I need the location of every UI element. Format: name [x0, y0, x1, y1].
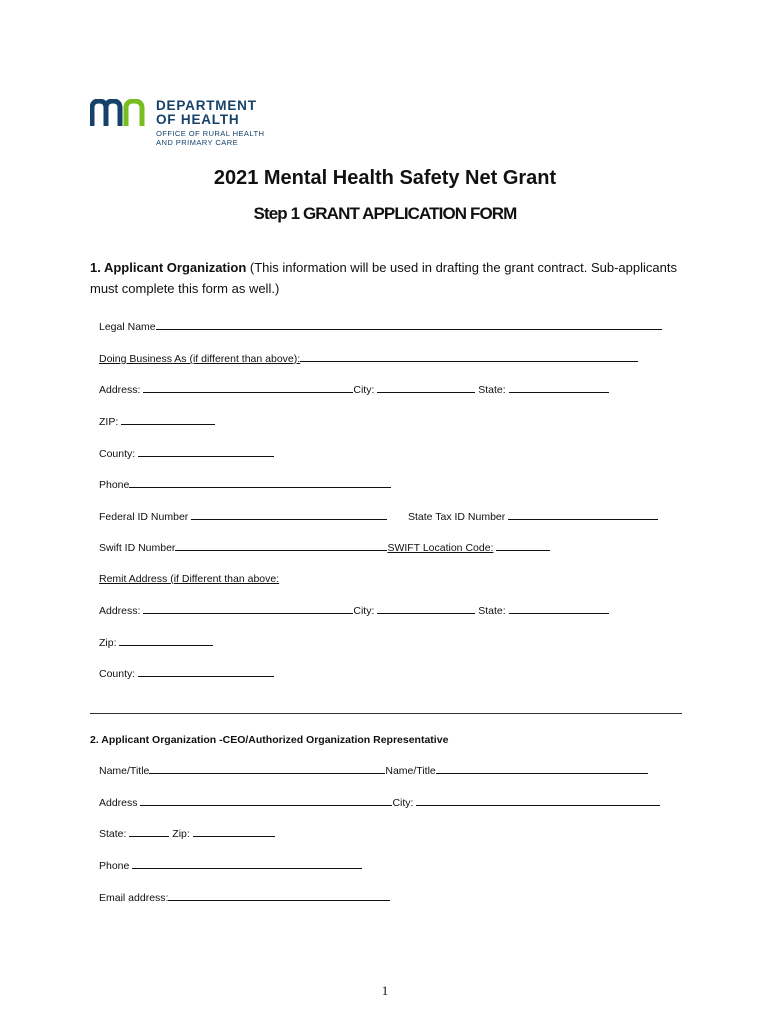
office-name: OFFICE OF RURAL HEALTH AND PRIMARY CARE: [156, 129, 265, 147]
city-label: City:: [353, 384, 375, 396]
federal-id-row: [99, 509, 387, 524]
name-title-row: [99, 763, 648, 778]
legal-name-field[interactable]: [156, 319, 662, 330]
rep-phone-label: Phone: [99, 860, 130, 872]
zip-field[interactable]: [121, 414, 215, 425]
rep-zip-label: Zip:: [172, 828, 190, 840]
rep-state-zip-row: [99, 826, 275, 841]
legal-name-row: [99, 319, 662, 334]
swift-id-field[interactable]: [175, 540, 387, 551]
rep-state-field[interactable]: [129, 826, 169, 837]
zip-row: [99, 414, 215, 429]
section1-description: (This information will be used in drafting the grant contract. Sub-applicants must complete this form as well.): [90, 260, 677, 296]
phone-field[interactable]: [129, 477, 391, 488]
federal-id-label: Federal ID Number: [99, 511, 189, 523]
section-divider: [90, 713, 682, 714]
rep-state-label: State:: [99, 828, 127, 840]
rep-zip-field[interactable]: [193, 826, 275, 837]
rep-address-row: [99, 795, 660, 810]
section1-heading: 1. Applicant Organization: [90, 260, 247, 275]
remit-zip-field[interactable]: [119, 635, 213, 646]
rep-email-label: Email address:: [99, 892, 169, 904]
zip-label: ZIP:: [99, 416, 119, 428]
county-field[interactable]: [138, 446, 274, 457]
document-title: 2021 Mental Health Safety Net Grant: [213, 167, 557, 189]
remit-state-label: State:: [478, 605, 506, 617]
phone-row: [99, 477, 391, 492]
mdh-logo: [90, 99, 290, 151]
remit-city-field[interactable]: [377, 603, 475, 614]
name-title-field[interactable]: [149, 763, 385, 774]
name-title2-label: Name/Title: [385, 765, 436, 777]
rep-city-field[interactable]: [416, 795, 660, 806]
swift-location-field[interactable]: [496, 540, 550, 551]
city-field[interactable]: [377, 382, 475, 393]
swift-row: [99, 540, 550, 555]
address-label: Address:: [99, 384, 141, 396]
state-tax-id-label: State Tax ID Number: [408, 511, 506, 523]
rep-email-row: [99, 890, 390, 905]
remit-zip-row: [99, 635, 213, 650]
county-row: [99, 446, 274, 461]
section1-intro: [90, 257, 680, 299]
remit-address-field[interactable]: [143, 603, 353, 614]
remit-county-field[interactable]: [138, 666, 274, 677]
swift-id-label: Swift ID Number: [99, 542, 176, 554]
rep-phone-field[interactable]: [132, 858, 362, 869]
rep-email-field[interactable]: [168, 890, 390, 901]
section2-heading: 2. Applicant Organization -CEO/Authorized Organization Representative: [90, 734, 449, 746]
remit-state-field[interactable]: [509, 603, 609, 614]
mn-logo-icon: [90, 99, 152, 127]
department-name: DEPARTMENT OF HEALTH: [156, 98, 257, 127]
swift-location-label: SWIFT Location Code:: [387, 542, 494, 554]
remit-city-label: City:: [353, 605, 375, 617]
state-tax-id-field[interactable]: [508, 509, 658, 520]
state-label: State:: [478, 384, 506, 396]
rep-city-label: City:: [392, 797, 414, 809]
remit-county-label: County:: [99, 668, 136, 680]
dba-label: Doing Business As (if different than above):: [99, 353, 301, 365]
remit-address-label: Remit Address (if Different than above:: [99, 573, 280, 585]
federal-id-field[interactable]: [191, 509, 387, 520]
address-field[interactable]: [143, 382, 353, 393]
document-subtitle: Step 1 GRANT APPLICATION FORM: [253, 204, 517, 223]
remit-address-field-label: Address:: [99, 605, 141, 617]
rep-address-label: Address: [99, 797, 138, 809]
page-number: 1: [381, 983, 389, 998]
county-label: County:: [99, 448, 136, 460]
state-tax-id-row: [408, 509, 658, 524]
rep-address-field[interactable]: [140, 795, 392, 806]
state-field[interactable]: [509, 382, 609, 393]
phone-label: Phone: [99, 479, 130, 491]
legal-name-label: Legal Name: [99, 321, 156, 333]
remit-zip-label: Zip:: [99, 637, 117, 649]
remit-address-row: [99, 603, 609, 618]
dba-row: [99, 351, 638, 366]
name-title-label: Name/Title: [99, 765, 150, 777]
name-title2-field[interactable]: [436, 763, 648, 774]
dba-field[interactable]: [300, 351, 638, 362]
remit-row: [99, 572, 279, 586]
remit-county-row: [99, 666, 274, 681]
address-row: [99, 382, 609, 397]
rep-phone-row: [99, 858, 362, 873]
